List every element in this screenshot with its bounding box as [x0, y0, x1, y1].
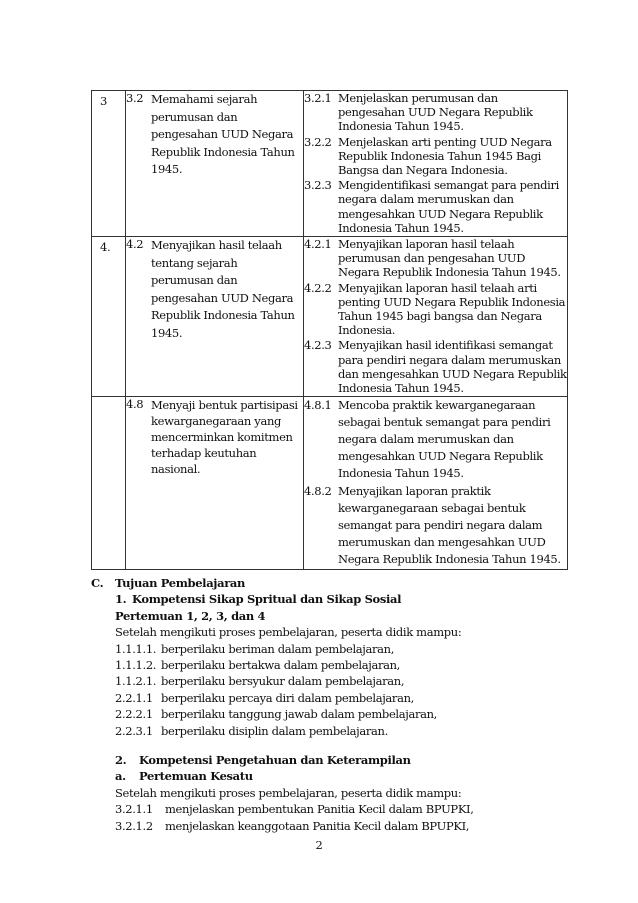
basic-competency-item: [126, 397, 303, 477]
list-item-text: berperilaku tanggung jawab dalam pembelajaran,: [161, 707, 437, 722]
competency-text: Menyaji bentuk partisipasi kewarganegaraan yang mencerminkan komitmen terhadap keutuhan nasional.: [151, 398, 298, 477]
list-item-text: berperilaku beriman dalam pembelajaran,: [161, 641, 395, 656]
table-row: [92, 397, 568, 570]
competency-text: Memahami sejarah perumusan dan pengesahan UUD Negara Republik Indonesia Tahun 1945.: [151, 92, 295, 176]
list-item-text: berperilaku bertakwa dalam pembelajaran,: [161, 658, 400, 673]
indicator-text: Mencoba praktik kewarganegaraan sebagai bentuk semangat para pendiri negara dalam merumuskan dan mengesahkan UUD Negara Republik Indonesia Tahun 1945.: [338, 398, 551, 481]
indicator-text: Menyajikan laporan hasil telaah arti penting UUD Negara Republik Indonesia Tahun 1945 bagi bangsa dan Negara Indonesia.: [338, 280, 566, 338]
list-item: [115, 818, 561, 834]
competency-number: 4.2: [126, 237, 144, 252]
basic-competency-cell: [126, 91, 304, 237]
meeting-heading: Pertemuan 1, 2, 3, dan 4: [115, 608, 266, 623]
list-item: [115, 723, 561, 739]
indicator-text: Menyajikan laporan hasil telaah perumusan dan pengesahan UUD Negara Republik Indonesia Tahun 1945.: [338, 237, 561, 280]
subsection-heading: [115, 752, 561, 768]
intro-text: Setelah mengikuti proses pembelajaran, peserta didik mampu:: [115, 625, 462, 640]
intro-text: Setelah mengikuti proses pembelajaran, peserta didik mampu:: [115, 785, 462, 800]
indicator-item: [304, 483, 567, 568]
section-heading: [91, 575, 561, 591]
indicator-number: 4.2.3: [304, 338, 332, 353]
list-item-number: 2.2.2.1: [115, 707, 153, 722]
list-item-number: 2.2.3.1: [115, 723, 153, 738]
list-item: [115, 657, 561, 673]
section-label: C.: [91, 576, 104, 590]
row-number: 4.: [92, 237, 126, 397]
learning-objectives-section: [91, 575, 561, 834]
list-item-number: 1.1.1.2.: [115, 658, 157, 673]
list-item-text: berperilaku disiplin dalam pembelajaran.: [161, 723, 388, 738]
indicator-cell: [304, 237, 568, 397]
indicator-number: 4.8.1: [304, 398, 332, 413]
list-item-number: 3.2.1.1: [115, 802, 153, 817]
indicator-item: [304, 397, 567, 482]
competency-number: 3.2: [126, 91, 144, 105]
indicator-number: 4.2.1: [304, 237, 332, 252]
section-title: Tujuan Pembelajaran: [115, 576, 246, 590]
competency-number: 4.8: [126, 397, 144, 412]
indicator-number: 3.2.2: [304, 134, 332, 149]
indicator-text: Menyajikan hasil identifikasi semangat para pendiri negara dalam merumuskan dan mengesahkan UUD Negara Republik Indonesia Tahun 1945.: [338, 338, 567, 396]
indicator-cell: [304, 91, 568, 237]
basic-competency-cell: [126, 237, 304, 397]
list-item-number: 2.2.1.1: [115, 690, 153, 705]
list-item-number: 3.2.1.2: [115, 818, 153, 833]
indicator-item: [304, 135, 567, 178]
basic-competency-item: [126, 237, 303, 342]
list-item: [115, 690, 561, 706]
table-row: [92, 237, 568, 397]
indicator-number: 3.2.3: [304, 178, 332, 193]
meeting-letter: a.: [115, 769, 126, 784]
indicator-text: Menjelaskan perumusan dan pengesahan UUD Negara Republik Indonesia Tahun 1945.: [338, 91, 533, 134]
list-item-text: berperilaku bersyukur dalam pembelajaran,: [161, 674, 405, 689]
indicator-item: [304, 91, 567, 134]
subsection-heading: [115, 591, 561, 607]
table-row: [92, 91, 568, 237]
list-item: [115, 641, 561, 657]
indicator-cell: [304, 397, 568, 570]
basic-competency-item: [126, 91, 303, 179]
indicator-number: 4.8.2: [304, 484, 332, 499]
indicator-item: [304, 237, 567, 280]
row-number: [92, 397, 126, 570]
page-number: 2: [315, 838, 323, 852]
list-item-text: menjelaskan keanggotaan Panitia Kecil dalam BPUPKI,: [165, 818, 470, 833]
indicator-item: [304, 281, 567, 338]
list-item: [115, 706, 561, 722]
indicator-item: [304, 338, 567, 395]
basic-competency-cell: [126, 397, 304, 570]
subsection-title: Kompetensi Sikap Spritual dan Sikap Sosial: [132, 592, 402, 607]
subsection-number: 1.: [115, 592, 127, 607]
meeting-title: Pertemuan Kesatu: [139, 769, 253, 784]
indicator-number: 4.2.2: [304, 280, 332, 295]
indicator-text: Menyajikan laporan praktik kewarganegaraan sebagai bentuk semangat para pendiri negara dalam merumuskan dan mengesahkan UUD Negara Republik Indonesia Tahun 1945.: [338, 484, 561, 567]
list-item: [115, 673, 561, 689]
row-number: 3: [92, 91, 126, 237]
list-item-number: 1.1.2.1.: [115, 674, 157, 689]
competency-text: Menyajikan hasil telaah tentang sejarah perumusan dan pengesahan UUD Negara Republik Indonesia Tahun 1945.: [151, 238, 295, 340]
indicator-text: Mengidentifikasi semangat para pendiri negara dalam merumuskan dan mengesahkan UUD Negara Republik Indonesia Tahun 1945.: [338, 178, 559, 235]
indicator-text: Menjelaskan arti penting UUD Negara Republik Indonesia Tahun 1945 Bagi Bangsa dan Negara Indonesia.: [338, 134, 552, 178]
list-item-number: 1.1.1.1.: [115, 641, 157, 656]
list-item: [115, 801, 561, 817]
indicator-item: [304, 178, 567, 235]
list-item-text: berperilaku percaya diri dalam pembelajaran,: [161, 690, 414, 705]
competency-table: [91, 90, 568, 570]
indicator-number: 3.2.1: [304, 91, 332, 105]
subsection-number: 2.: [115, 753, 127, 768]
meeting-heading: [115, 768, 561, 784]
subsection-title: Kompetensi Pengetahuan dan Keterampilan: [139, 753, 411, 768]
list-item-text: menjelaskan pembentukan Panitia Kecil dalam BPUPKI,: [165, 802, 474, 817]
